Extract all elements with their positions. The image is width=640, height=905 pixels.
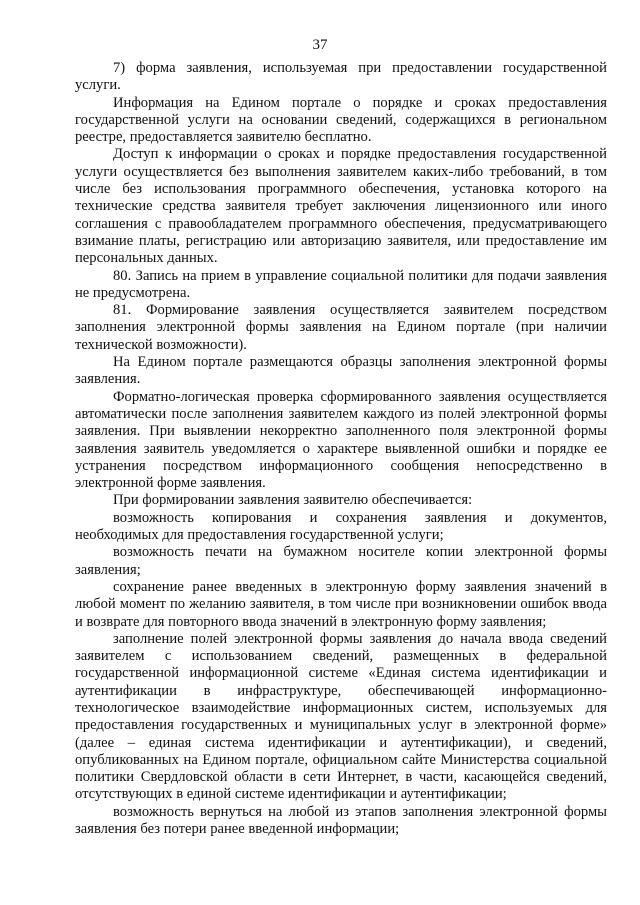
paragraph-applicant-provisions-intro: При формировании заявления заявителю обеспечивается: (113, 492, 473, 509)
document-body (75, 60, 607, 838)
paragraph-item-7-application-form: 7) форма заявления, используемая при предоставлении государственной услуги. (75, 60, 607, 94)
paragraph-access-to-information: Доступ к информации о сроках и порядке предоставления государственной услуги осуществляется без выполнения заявителем каких-либо требований, в том числе без использования программного обеспечения, установка которого на технические средства заявителя требует заключения лицензионного или иного соглашения с правообладателем программного обеспечения, предусматривающего взимание платы, регистрацию или авторизацию заявителя, или предоставление им персональных данных. (75, 146, 607, 267)
paragraph-sample-forms: На Едином портале размещаются образцы заполнения электронной формы заявления. (75, 354, 607, 388)
paragraph-portal-information: Информация на Едином портале о порядке и сроках предоставления государственной услуги на основании сведений, содержащихся в региональном реестре, предоставляется заявителю бесплатно. (75, 94, 607, 146)
paragraph-return-to-stage: возможность вернуться на любой из этапов заполнения электронной формы заявления без потери ранее введенной информации; (75, 803, 607, 838)
paragraph-copy-and-save: возможность копирования и сохранения заявления и документов, необходимых для предоставления государственной услуги; (75, 509, 607, 544)
paragraph-81-application-forming: 81. Формирование заявления осуществляется заявителем посредством заполнения электронной формы заявления на Едином портале (при наличии технической возможности). (75, 302, 607, 353)
paragraph-print-copy: возможность печати на бумажном носителе копии электронной формы заявления; (75, 544, 607, 578)
paragraph-prefill-fields: заполнение полей электронной формы заявления до начала ввода сведений заявителем с использованием сведений, размещенных в федеральной государственной информационной системе «Единая система идентификации и аутентификации в инфраструктуре, обеспечивающей информационно-технологическое взаимодействие информационных систем, используемых для предоставления государственных и муниципальных услуг в электронной форме» (далее – единая система идентификации и аутентификации), и сведений, опубликованных на Едином портале, официальном сайте Министерства социальной политики Свердловской области в сети Интернет, в части, касающейся сведений, отсутствующих в единой системе идентификации и аутентификации; (75, 630, 607, 803)
paragraph-save-values: сохранение ранее введенных в электронную форму заявления значений в любой момент по желанию заявителя, в том числе при возникновении ошибок ввода и возврате для повторного ввода значений в электронную форму заявления; (75, 578, 607, 630)
page-number: 37 (312, 37, 328, 53)
paragraph-format-logic-check: Форматно-логическая проверка сформированного заявления осуществляется автоматически после заполнения заявителем каждого из полей электронной формы заявления. При выявлении некорректно заполненного поля электронной формы заявления заявитель уведомляется о характере выявленной ошибки и порядке ее устранения посредством информационного сообщения непосредственно в электронной форме заявления. (75, 388, 607, 492)
paragraph-80-appointment: 80. Запись на прием в управление социальной политики для подачи заявления не предусмотрена. (75, 267, 607, 301)
